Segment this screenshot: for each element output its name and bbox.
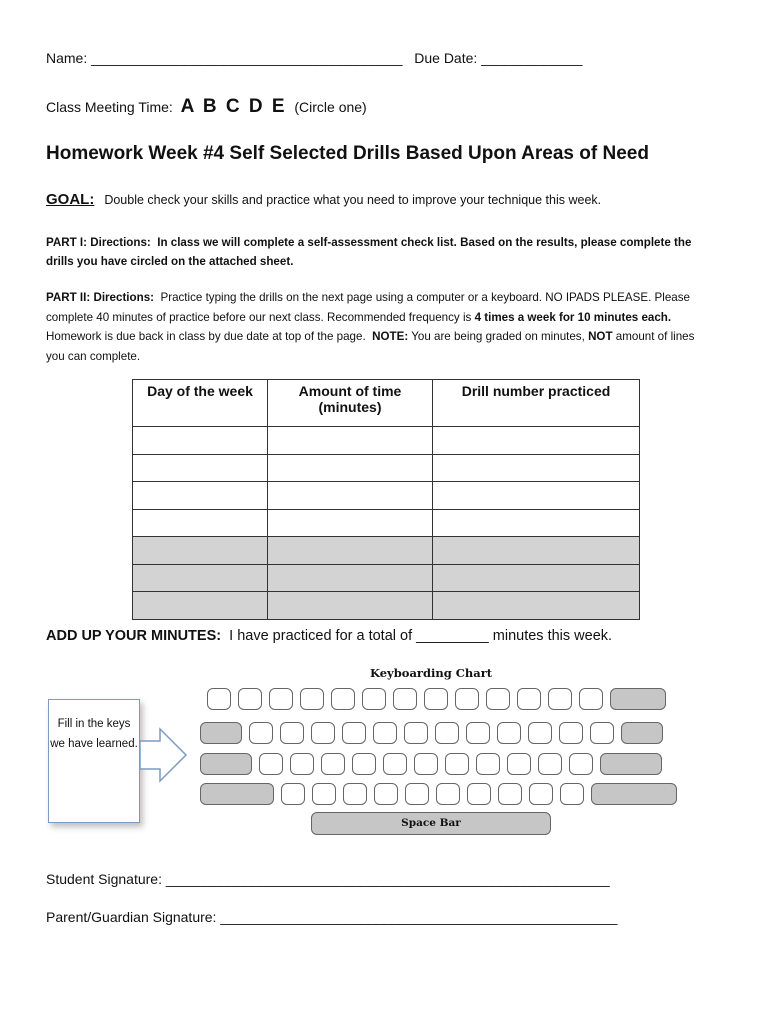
keyboard-key[interactable] — [529, 783, 553, 805]
arrow-right-icon — [138, 727, 190, 783]
keyboard-key[interactable] — [311, 722, 335, 744]
table-cell[interactable] — [433, 592, 640, 620]
table-cell[interactable] — [133, 509, 268, 537]
table-row — [133, 454, 640, 482]
keyboard-key[interactable] — [404, 722, 428, 744]
keyboard-key[interactable] — [200, 722, 242, 744]
keyboard-key[interactable] — [600, 753, 662, 775]
keyboard-key[interactable] — [405, 783, 429, 805]
table-row — [133, 592, 640, 620]
table-row — [133, 427, 640, 455]
name-label: Name: — [46, 50, 88, 66]
table-cell[interactable] — [268, 564, 433, 592]
table-header-row — [133, 380, 640, 427]
table-cell[interactable] — [433, 427, 640, 455]
part2-text1: Practice typing the drills on the next page using a computer or a keyboard. NO IPADS PLEASE. Please complete 40 minutes of practice before our next class. Recommended frequency is — [46, 291, 690, 324]
part1-label: PART I: Directions: — [46, 236, 151, 249]
keyboard-chart-title: Keyboarding Chart — [370, 666, 493, 680]
keyboard-key[interactable] — [259, 753, 283, 775]
parent-signature-label: Parent/Guardian Signature: — [46, 909, 217, 925]
part2-text4: amount of lines you can complete. — [46, 330, 695, 363]
class-letters[interactable]: A B C D E — [180, 96, 287, 117]
keyboard-key[interactable] — [517, 688, 541, 710]
goal-label: GOAL: — [46, 191, 95, 208]
keyboard-key[interactable] — [579, 688, 603, 710]
table-cell[interactable] — [433, 454, 640, 482]
table-cell[interactable] — [268, 592, 433, 620]
summary-text-b: minutes this week. — [492, 628, 613, 644]
header-drill: Drill number practiced — [433, 380, 640, 427]
fill-in-keys-callout: Fill in the keys we have learned. — [48, 699, 140, 823]
student-signature-line — [46, 871, 610, 887]
keyboard-key[interactable] — [590, 722, 614, 744]
table-cell[interactable] — [433, 509, 640, 537]
keyboard-key[interactable] — [362, 688, 386, 710]
keyboard-key[interactable] — [476, 753, 500, 775]
keyboard-key[interactable] — [591, 783, 677, 805]
table-row — [133, 537, 640, 565]
keyboard-key[interactable] — [321, 753, 345, 775]
keyboard-key[interactable] — [486, 688, 510, 710]
keyboard-key[interactable] — [312, 783, 336, 805]
keyboard-key[interactable] — [455, 688, 479, 710]
goal-line — [46, 191, 601, 208]
part2-frequency: 4 times a week for 10 minutes each. — [474, 310, 672, 324]
keyboard-key[interactable] — [207, 688, 231, 710]
table-cell[interactable] — [433, 537, 640, 565]
table-cell[interactable] — [133, 482, 268, 510]
keyboard-key[interactable] — [467, 783, 491, 805]
keyboard-key[interactable] — [238, 688, 262, 710]
keyboard-key[interactable] — [269, 688, 293, 710]
due-date-label: Due Date: — [414, 50, 478, 66]
part2-not-word: NOT — [588, 330, 613, 343]
table-cell[interactable] — [268, 509, 433, 537]
student-signature-blank[interactable]: _________________________________________________________ — [165, 871, 610, 887]
student-signature-label: Student Signature: — [46, 871, 162, 887]
keyboard-key[interactable] — [560, 783, 584, 805]
table-row — [133, 564, 640, 592]
class-time-line — [46, 96, 367, 118]
header-day: Day of the week — [133, 380, 268, 427]
keyboard-key[interactable] — [445, 753, 469, 775]
keyboard-key[interactable] — [200, 783, 274, 805]
keyboard-key[interactable] — [280, 722, 304, 744]
table-cell[interactable] — [433, 564, 640, 592]
circle-note: (Circle one) — [294, 99, 367, 115]
name-blank[interactable]: ________________________________________ — [91, 50, 403, 66]
part1-directions — [46, 233, 706, 271]
summary-text-a: I have practiced for a total of — [229, 628, 413, 644]
keyboard-key[interactable] — [352, 753, 376, 775]
part1-text: In class we will complete a self-assessment check list. Based on the results, please complete the drills you have circled on the attached sheet. — [46, 236, 692, 268]
keyboard-key[interactable] — [538, 753, 562, 775]
keyboard-key[interactable] — [497, 722, 521, 744]
table-cell[interactable] — [268, 454, 433, 482]
keyboard-key[interactable] — [300, 688, 324, 710]
table-row — [133, 509, 640, 537]
table-cell[interactable] — [133, 592, 268, 620]
table-cell[interactable] — [268, 427, 433, 455]
keyboard-key[interactable] — [498, 783, 522, 805]
keyboard-key[interactable] — [436, 783, 460, 805]
keyboard-key[interactable] — [414, 753, 438, 775]
table-row — [133, 482, 640, 510]
due-date-blank[interactable]: _____________ — [481, 50, 583, 66]
keyboard-key[interactable] — [383, 753, 407, 775]
class-time-label: Class Meeting Time: — [46, 99, 173, 115]
keyboard-key[interactable] — [393, 688, 417, 710]
table-cell[interactable] — [268, 537, 433, 565]
page-title: Homework Week #4 Self Selected Drills Based Upon Areas of Need — [46, 143, 649, 164]
keyboard-key[interactable] — [343, 783, 367, 805]
table-cell[interactable] — [268, 482, 433, 510]
keyboard-key[interactable] — [610, 688, 666, 710]
summary-blank[interactable]: _________ — [416, 628, 489, 644]
parent-signature-blank[interactable]: ___________________________________________________ — [220, 909, 618, 925]
keyboard-key[interactable] — [548, 688, 572, 710]
keyboard-key[interactable] — [200, 753, 252, 775]
keyboard-key[interactable] — [569, 753, 593, 775]
part2-text3: You are being graded on minutes, — [411, 330, 585, 343]
part2-directions — [46, 288, 714, 366]
table-cell[interactable] — [133, 564, 268, 592]
part2-note-label: NOTE: — [372, 330, 409, 343]
table-cell[interactable] — [133, 427, 268, 455]
keyboard-key[interactable] — [507, 753, 531, 775]
header-time: Amount of time (minutes) — [268, 380, 433, 427]
name-line — [46, 50, 582, 66]
keyboard-key[interactable] — [374, 783, 398, 805]
goal-text: Double check your skills and practice what you need to improve your technique this week. — [104, 193, 602, 207]
keyboard-key[interactable] — [342, 722, 366, 744]
part2-text2: Homework is due back in class by due date at top of the page. — [46, 330, 366, 343]
keyboard-key[interactable] — [424, 688, 448, 710]
keyboard-key[interactable] — [290, 753, 314, 775]
keyboard-key[interactable] — [435, 722, 459, 744]
keyboard-key[interactable] — [466, 722, 490, 744]
keyboard-key[interactable] — [281, 783, 305, 805]
space-bar-key[interactable]: Space Bar — [311, 812, 551, 835]
minutes-summary — [46, 628, 612, 644]
table-cell[interactable] — [433, 482, 640, 510]
keyboard-key[interactable] — [373, 722, 397, 744]
keyboard-key[interactable] — [528, 722, 552, 744]
keyboard-key[interactable] — [249, 722, 273, 744]
keyboard-key[interactable] — [559, 722, 583, 744]
keyboard-key[interactable] — [621, 722, 663, 744]
keyboard-key[interactable] — [331, 688, 355, 710]
practice-log-table — [132, 379, 640, 620]
part2-label: PART II: Directions: — [46, 291, 155, 304]
summary-label: ADD UP YOUR MINUTES: — [46, 628, 222, 644]
table-cell[interactable] — [133, 537, 268, 565]
parent-signature-line — [46, 909, 617, 925]
practice-log-body — [133, 427, 640, 620]
table-cell[interactable] — [133, 454, 268, 482]
